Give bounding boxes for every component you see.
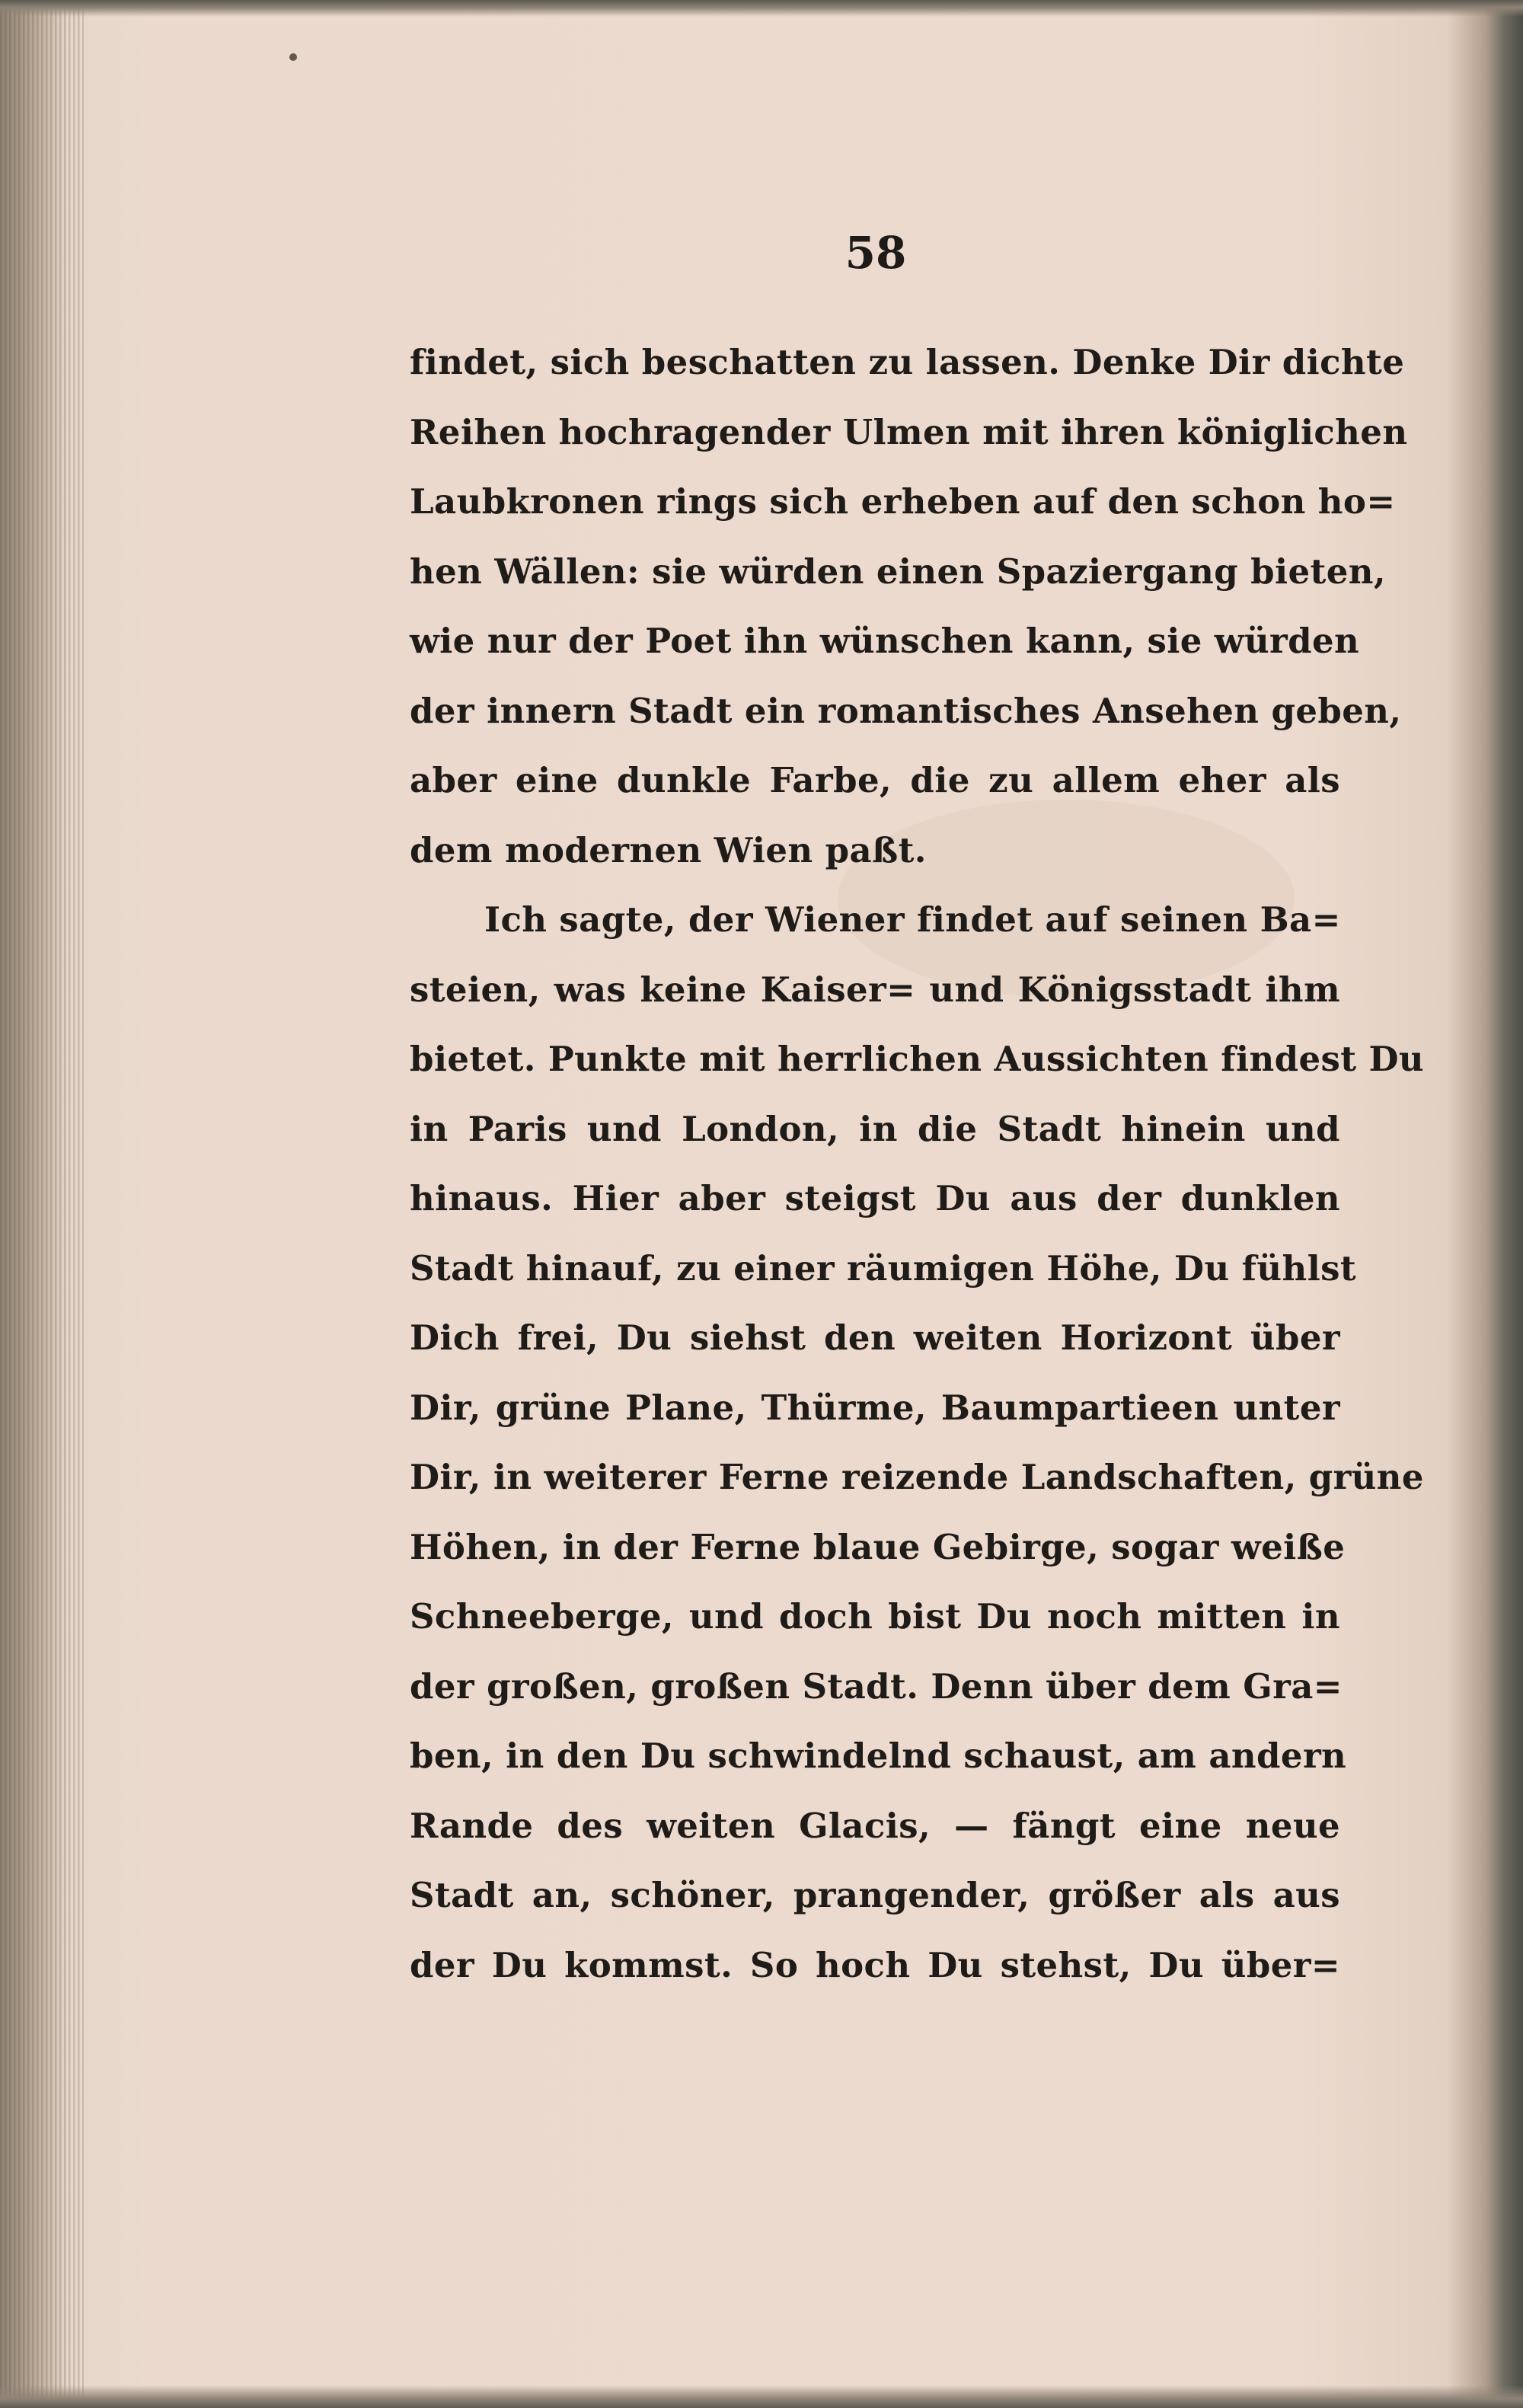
text-line: Rande des weiten Glacis, — fängt eine neue xyxy=(410,1805,1340,1846)
text-line: dem modernen Wien paßt. xyxy=(410,829,927,870)
text-line: Stadt an, schöner, prangender, größer als aus xyxy=(410,1875,1340,1915)
text-line: ben, in den Du schwindelnd schaust, am andern xyxy=(410,1736,1347,1776)
text-line: aber eine dunkle Farbe, die zu allem eher als xyxy=(410,760,1340,800)
text-line: bietet. Punkte mit herrlichen Aussichten findest Du xyxy=(410,1039,1425,1079)
page-edge-top xyxy=(0,0,1523,17)
page-edge-bottom xyxy=(0,2385,1523,2408)
body-text xyxy=(410,327,1425,2000)
text-line: wie nur der Poet ihn wünschen kann, sie würden xyxy=(410,621,1360,661)
text-line: Höhen, in der Ferne blaue Gebirge, sogar weiße xyxy=(410,1526,1346,1567)
text-line: Laubkronen rings sich erheben auf den schon ho= xyxy=(410,481,1396,522)
page-edge-left xyxy=(0,0,84,2408)
text-line: der großen, großen Stadt. Denn über dem Gra= xyxy=(410,1665,1343,1707)
text-line: Ich sagte, der Wiener findet auf seinen Ba= xyxy=(484,899,1341,940)
text-line: der innern Stadt ein romantisches Ansehen geben, xyxy=(410,690,1402,731)
text-line: Reihen hochragender Ulmen mit ihren königlichen xyxy=(410,411,1408,452)
page-number: 58 xyxy=(845,227,907,279)
text-line: findet, sich beschatten zu lassen. Denke Dir dichte xyxy=(410,342,1405,382)
text-line: hinaus. Hier aber steigst Du aus der dunklen xyxy=(410,1178,1340,1218)
paragraph xyxy=(410,885,1425,2000)
text-line: Dir, grüne Plane, Thürme, Baumpartieen unter xyxy=(410,1387,1340,1428)
text-line: Dir, in weiterer Ferne reizende Landschaften, grüne xyxy=(410,1457,1424,1497)
text-line: der Du kommst. So hoch Du stehst, Du über= xyxy=(410,1944,1340,1985)
text-line: hen Wällen: sie würden einen Spaziergang bieten, xyxy=(410,551,1386,592)
text-line: steien, was keine Kaiser= und Königsstadt ihm xyxy=(410,969,1340,1010)
ink-dot xyxy=(289,53,297,61)
text-line: Schneeberge, und doch bist Du noch mitten in xyxy=(410,1596,1340,1637)
text-line: Stadt hinauf, zu einer räumigen Höhe, Du fühlst xyxy=(410,1247,1357,1289)
paragraph xyxy=(410,327,1408,885)
text-line: in Paris und London, in die Stadt hinein und xyxy=(410,1108,1340,1149)
text-line: Dich frei, Du siehst den weiten Horizont über xyxy=(410,1317,1340,1358)
